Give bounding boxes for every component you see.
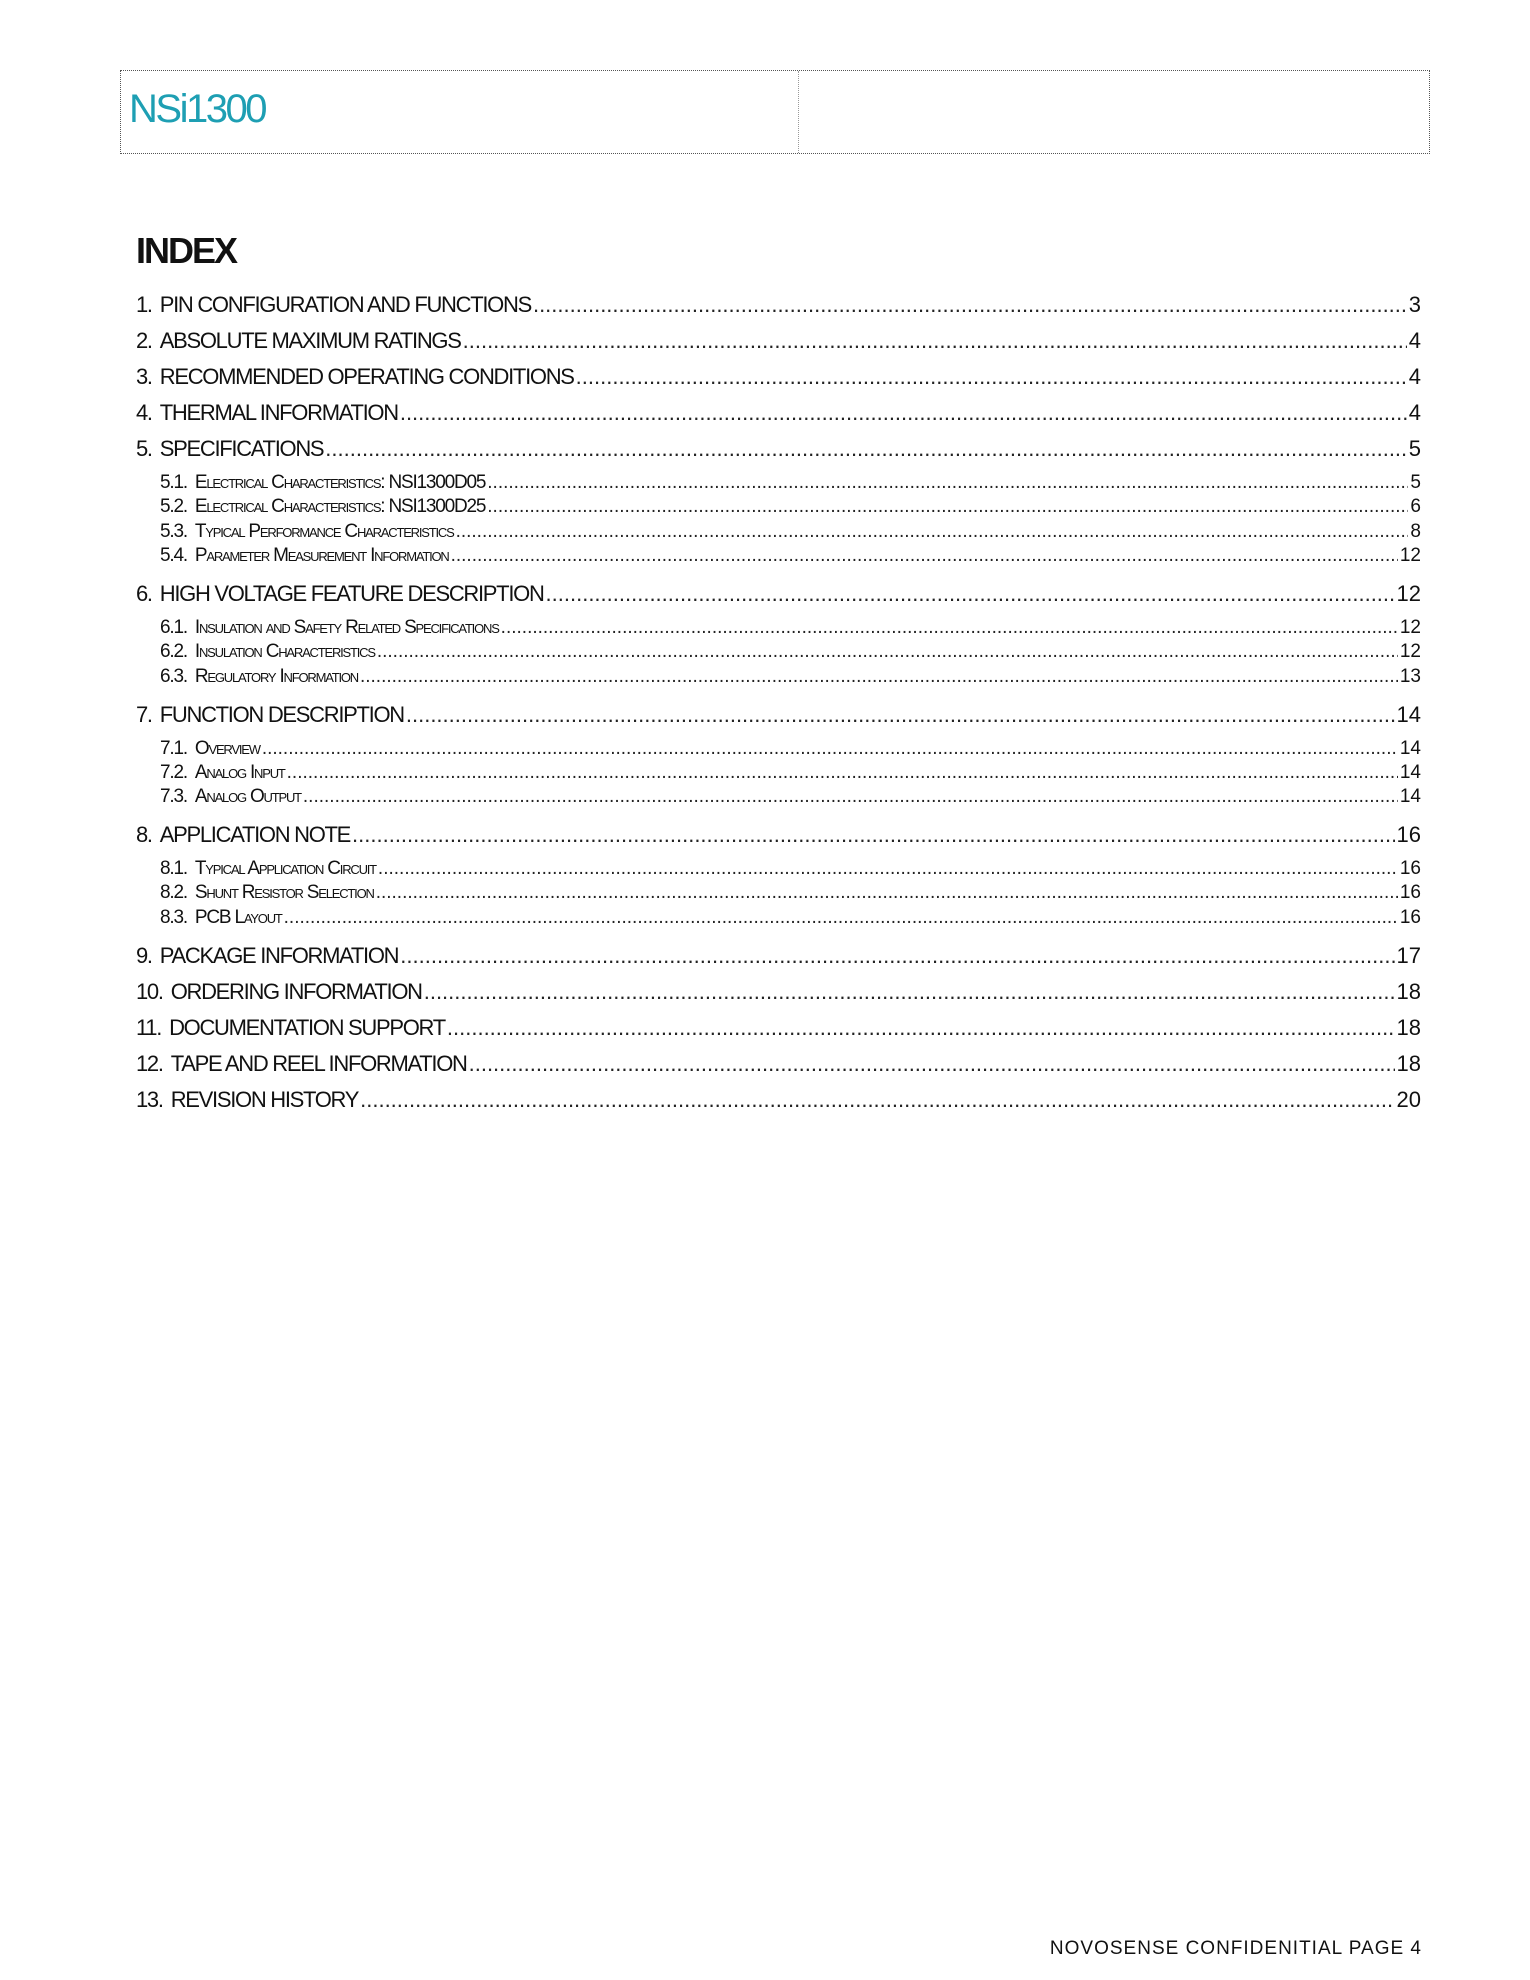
toc-entry-page: 8 — [1410, 520, 1421, 542]
toc-dot-leader — [378, 858, 1398, 880]
toc-entry-number: 8.3. — [160, 906, 187, 928]
toc-entry-page: 20 — [1396, 1086, 1421, 1112]
toc-entry-label: REVISION HISTORY — [170, 1086, 359, 1112]
toc-entry[interactable] — [136, 943, 1421, 969]
toc-entry[interactable] — [136, 581, 1421, 607]
toc-dot-leader — [469, 1051, 1395, 1077]
toc-entry-page: 12 — [1399, 641, 1421, 663]
toc-entry[interactable] — [136, 1087, 1421, 1113]
toc-entry-label: Regulatory Information — [194, 665, 358, 687]
toc-entry-number: 10. — [136, 978, 163, 1004]
toc-entry-number: 7.1. — [160, 737, 187, 759]
toc-dot-leader — [360, 1087, 1394, 1113]
toc-dot-leader — [406, 702, 1395, 728]
toc-dot-leader — [400, 400, 1407, 426]
toc-entry[interactable] — [136, 979, 1421, 1005]
toc-entry-label: TAPE AND REEL INFORMATION — [170, 1050, 467, 1076]
toc-entry-page: 17 — [1396, 942, 1421, 968]
toc-subentry[interactable] — [160, 858, 1421, 880]
toc-dot-leader — [576, 364, 1407, 390]
toc-entry-label: Overview — [194, 737, 260, 759]
toc-dot-leader — [400, 943, 1394, 969]
toc-entry-page: 16 — [1396, 822, 1421, 848]
toc-entry-page: 14 — [1396, 701, 1421, 727]
toc-entry-number: 1. — [136, 292, 152, 317]
toc-entry-page: 16 — [1399, 858, 1421, 880]
toc-entry-page: 14 — [1399, 761, 1421, 783]
toc-dot-leader — [325, 436, 1406, 462]
toc-entry-number: 6.2. — [160, 641, 187, 663]
toc-subentry[interactable] — [160, 617, 1421, 639]
toc-dot-leader — [501, 617, 1398, 639]
toc-subentry[interactable] — [160, 521, 1421, 543]
toc-entry-number: 7.3. — [160, 786, 187, 808]
toc-entry[interactable] — [136, 364, 1421, 390]
toc-subentry[interactable] — [160, 496, 1421, 518]
toc-entry-number: 5.4. — [160, 544, 187, 566]
page-header — [120, 70, 1430, 154]
toc-dot-leader — [262, 738, 1398, 760]
index-title: INDEX — [136, 230, 237, 271]
toc-entry-page: 6 — [1410, 496, 1421, 518]
toc-dot-leader — [533, 292, 1407, 318]
toc-subentry[interactable] — [160, 907, 1421, 929]
toc-subentry[interactable] — [160, 882, 1421, 904]
toc-dot-leader — [303, 786, 1398, 808]
toc-entry-number: 5. — [136, 436, 152, 461]
toc-entry-label: PACKAGE INFORMATION — [159, 942, 399, 968]
toc-dot-leader — [377, 641, 1398, 663]
toc-dot-leader — [546, 581, 1395, 607]
toc-entry-label: PIN CONFIGURATION AND FUNCTIONS — [159, 292, 531, 317]
toc-entry-number: 8.1. — [160, 858, 187, 880]
toc-entry-number: 6. — [136, 580, 152, 606]
toc-entry-number: 8. — [136, 822, 152, 848]
toc-entry-page: 12 — [1396, 580, 1421, 606]
toc-dot-leader — [284, 907, 1398, 929]
toc-dot-leader — [424, 979, 1395, 1005]
toc-entry-label: Electrical Characteristics: NSI1300D05 — [194, 472, 486, 493]
page-footer: NOVOSENSE CONFIDENITIAL PAGE 4 — [1049, 1938, 1422, 1959]
toc-subentry[interactable] — [160, 641, 1421, 663]
toc-entry-page: 18 — [1396, 978, 1421, 1004]
toc-dot-leader — [456, 521, 1409, 543]
toc-entry-page: 5 — [1410, 472, 1421, 493]
toc-entry-page: 12 — [1399, 616, 1421, 638]
toc-dot-leader — [352, 822, 1394, 848]
toc-entry[interactable] — [136, 400, 1421, 426]
toc-dot-leader — [487, 496, 1408, 518]
toc-entry-label: FUNCTION DESCRIPTION — [159, 701, 404, 727]
toc-entry-number: 5.2. — [160, 496, 187, 518]
toc-dot-leader — [487, 472, 1408, 494]
toc-entry-label: RECOMMENDED OPERATING CONDITIONS — [159, 364, 574, 389]
toc-entry[interactable] — [136, 702, 1421, 728]
brand-logo-text: NSi1300 — [129, 87, 265, 131]
toc-subentry[interactable] — [160, 472, 1421, 494]
toc-entry-page: 14 — [1399, 737, 1421, 759]
toc-entry-label: Typical Performance Characteristics — [194, 520, 454, 542]
toc-subentry[interactable] — [160, 786, 1421, 808]
toc-entry-number: 7.2. — [160, 761, 187, 783]
toc-dot-leader — [447, 1015, 1395, 1041]
toc-entry-label: SPECIFICATIONS — [159, 436, 324, 461]
toc-entry[interactable] — [136, 328, 1421, 354]
toc-entry-label: Insulation Characteristics — [194, 641, 375, 663]
header-left-cell — [121, 71, 799, 153]
toc-entry-label: APPLICATION NOTE — [159, 822, 351, 848]
toc-entry-page: 14 — [1399, 786, 1421, 808]
toc-entry-number: 8.2. — [160, 882, 187, 904]
toc-entry-number: 5.1. — [160, 472, 187, 493]
toc-entry-page: 5 — [1408, 436, 1421, 461]
toc-entry-number: 7. — [136, 701, 152, 727]
toc-entry-label: Analog Input — [194, 761, 285, 783]
toc-entry-page: 4 — [1408, 328, 1421, 353]
toc-entry-label: ABSOLUTE MAXIMUM RATINGS — [159, 328, 461, 353]
toc-entry-label: Typical Application Circuit — [194, 858, 376, 880]
toc-entry-number: 13. — [136, 1086, 163, 1112]
toc-entry-page: 16 — [1399, 882, 1421, 904]
toc-entry-page: 4 — [1408, 364, 1421, 389]
toc-entry[interactable] — [136, 292, 1421, 318]
toc-entry-page: 13 — [1399, 665, 1421, 687]
toc-entry-number: 11. — [136, 1014, 162, 1040]
toc-entry-page: 3 — [1408, 292, 1421, 317]
toc-dot-leader — [360, 666, 1398, 688]
toc-entry-number: 4. — [136, 400, 152, 425]
toc-entry[interactable] — [136, 1051, 1421, 1077]
toc-entry-page: 12 — [1399, 544, 1421, 566]
toc-entry-label: THERMAL INFORMATION — [159, 400, 398, 425]
toc-entry-page: 4 — [1408, 400, 1421, 425]
toc-entry-label: DOCUMENTATION SUPPORT — [169, 1014, 445, 1040]
toc-entry[interactable] — [136, 436, 1421, 462]
toc-entry-page: 18 — [1396, 1050, 1421, 1076]
toc-entry-label: Parameter Measurement Information — [194, 544, 449, 566]
toc-entry[interactable] — [136, 1015, 1421, 1041]
toc-entry-label: Shunt Resistor Selection — [194, 882, 374, 904]
toc-subentry[interactable] — [160, 738, 1421, 760]
toc-subentry[interactable] — [160, 545, 1421, 567]
toc-entry-label: ORDERING INFORMATION — [170, 978, 422, 1004]
toc-entry-number: 3. — [136, 364, 152, 389]
toc-dot-leader — [451, 545, 1398, 567]
toc-entry-label: Insulation and Safety Related Specifications — [194, 616, 499, 638]
toc-entry-label: Electrical Characteristics: NSI1300D25 — [194, 496, 486, 518]
toc-subentry[interactable] — [160, 666, 1421, 688]
toc-entry-page: 16 — [1399, 906, 1421, 928]
toc-entry[interactable] — [136, 822, 1421, 848]
toc-entry-label: PCB Layout — [194, 906, 282, 928]
toc-dot-leader — [463, 328, 1407, 354]
toc-entry-number: 6.3. — [160, 665, 187, 687]
toc-dot-leader — [376, 882, 1398, 904]
toc-entry-number: 9. — [136, 942, 152, 968]
toc-entry-number: 6.1. — [160, 616, 187, 638]
toc-dot-leader — [287, 762, 1398, 784]
toc-entry-number: 5.3. — [160, 520, 187, 542]
toc-entry-label: HIGH VOLTAGE FEATURE DESCRIPTION — [159, 580, 544, 606]
toc-entry-number: 2. — [136, 328, 152, 353]
toc-entry-number: 12. — [136, 1050, 163, 1076]
toc-entry-label: Analog Output — [194, 786, 301, 808]
toc-entry-page: 18 — [1396, 1014, 1421, 1040]
header-right-cell — [799, 71, 1429, 153]
toc-subentry[interactable] — [160, 762, 1421, 784]
